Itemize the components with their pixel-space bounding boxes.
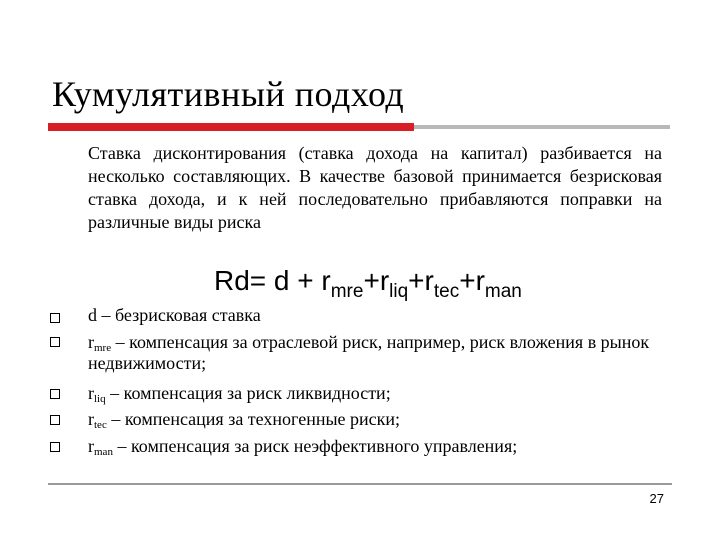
definition-subscript: tec: [94, 419, 107, 431]
formula-plus-r: +r: [408, 265, 434, 296]
definition-text: – компенсация за риск неэффективного управления;: [112, 436, 518, 456]
definition-item: [88, 409, 668, 430]
definition-subscript: man: [94, 446, 113, 458]
definition-symbol: r: [88, 436, 94, 456]
definition-subscript: mre: [94, 342, 112, 354]
square-bullet-icon: [50, 389, 60, 399]
definition-item: [88, 305, 668, 326]
definition-subscript: liq: [94, 393, 106, 405]
slide-title: Кумулятивный подход: [52, 74, 405, 114]
definition-item: [88, 383, 668, 404]
definition-item: [88, 332, 668, 374]
formula-subscript-mre: mre: [330, 281, 364, 302]
definition-symbol: r: [88, 383, 94, 403]
square-bullet-icon: [50, 313, 60, 323]
definition-text: – компенсация за отраслевой риск, например, риск вложения в рынок недвижимости;: [88, 332, 650, 373]
definition-symbol: r: [88, 332, 94, 352]
formula-subscript-man: man: [484, 281, 522, 302]
square-bullet-icon: [50, 337, 60, 347]
definition-text: – безрисковая ставка: [97, 305, 261, 325]
formula-lhs: Rd= d + r: [214, 265, 331, 296]
formula-subscript-tec: tec: [433, 281, 460, 302]
formula-plus-r: +r: [363, 265, 390, 296]
definition-text: – компенсация за техногенные риски;: [106, 409, 401, 429]
formula-plus-r: +r: [459, 265, 485, 296]
formula-subscript-liq: liq: [389, 281, 409, 302]
definition-text: – компенсация за риск ликвидности;: [105, 383, 391, 403]
definition-symbol: r: [88, 409, 94, 429]
page-number: 27: [649, 491, 664, 506]
definition-symbol: d: [88, 305, 97, 325]
definition-item: [88, 436, 668, 457]
square-bullet-icon: [50, 442, 60, 452]
square-bullet-icon: [50, 415, 60, 425]
intro-paragraph: Ставка дисконтирования (ставка дохода на капитал) разбивается на несколько составляющих. В качестве базовой принимается безрисковая ставка дохода, и к ней последовательно прибавляются поправки на различные виды риска: [88, 143, 662, 232]
footer-rule: [48, 483, 672, 485]
